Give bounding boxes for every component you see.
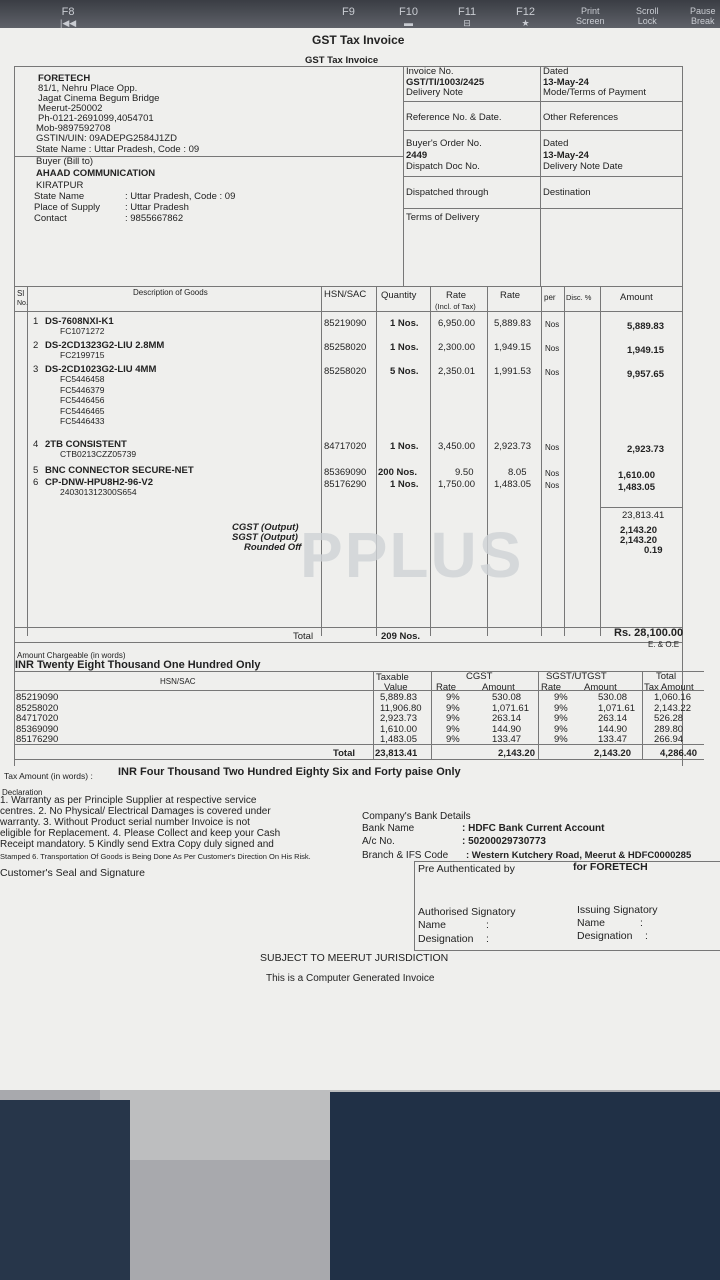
account-no-label: A/c No. [362, 836, 395, 847]
item-rate-incl: 2,300.00 [438, 342, 475, 353]
summary-sgst-label: SGST/UTGST [546, 671, 607, 682]
summary-cgst-rate: 9% [446, 713, 460, 724]
amount-in-words: INR Twenty Eight Thousand One Hundred Only [15, 659, 261, 671]
item-amount: 1,949.15 [627, 345, 664, 356]
item-serial: FC2199715 [60, 350, 105, 360]
item-hsn: 85369090 [324, 467, 367, 478]
terms-of-delivery: Terms of Delivery [406, 212, 480, 223]
computer-generated-note: This is a Computer Generated Invoice [266, 973, 435, 984]
branch-ifsc: : Western Kutchery Road, Meerut & HDFC0000285 [466, 850, 692, 861]
buyer-contact-label: Contact [34, 213, 67, 224]
summary-tax-total: 526.28 [654, 713, 684, 724]
auth-designation-colon: : [486, 933, 489, 945]
item-rate: 5,889.83 [494, 318, 531, 329]
col-hsn: HSN/SAC [324, 289, 367, 300]
summary-tax-total: 2,143.22 [654, 702, 691, 714]
item-rate-incl: 1,750.00 [438, 479, 475, 490]
item-hsn: 85258020 [324, 342, 367, 353]
summary-cgst-label: CGST [466, 671, 493, 682]
summary-tax-total: 266.94 [654, 734, 684, 745]
item-quantity: 1 Nos. [390, 479, 419, 490]
summary-totals-label: Total [333, 748, 355, 759]
col-disc: Disc. % [566, 293, 592, 302]
key-print-screen: Print Screen [576, 6, 605, 26]
key-f12: F12 ★ [516, 6, 535, 28]
buyer-city: KIRATPUR [36, 180, 84, 191]
declaration-line: eligible for Replacement. 4. Please Collect and keep your Cash [0, 828, 281, 839]
summary-total-sgst: 2,143.20 [594, 748, 631, 759]
summary-sgst-amount: 263.14 [598, 713, 628, 724]
issuing-designation-label: Designation [577, 930, 633, 942]
summary-tax-total: 1,060.16 [654, 692, 691, 703]
summary-cgst-amount-label: Amount [482, 682, 515, 693]
summary-value-label: Value [384, 682, 408, 693]
delivery-note-date: Delivery Note Date [543, 161, 623, 172]
declaration-line: 1. Warranty as per Principle Supplier at respective service [0, 795, 257, 806]
summary-sgst-amount: 133.47 [598, 734, 628, 745]
summary-sgst-rate: 9% [554, 702, 568, 714]
seller-phone: Ph-0121-2691099,4054701 [38, 113, 154, 124]
col-per: per [544, 293, 556, 302]
item-rate-incl: 9.50 [455, 467, 474, 478]
key-pause-break: Pause Break [690, 6, 716, 26]
invoice-no: GST/TI/1003/2425 [406, 77, 485, 88]
auth-designation-label: Designation [418, 933, 474, 945]
eoe-label: E. & O.E [648, 640, 680, 649]
destination: Destination [543, 187, 591, 198]
item-rate: 8.05 [508, 467, 527, 478]
buyer-state-label: State Name [34, 191, 85, 202]
buyer-state-value: : Uttar Pradesh, Code : 09 [125, 191, 236, 202]
invoice-title: GST Tax Invoice [312, 33, 405, 47]
item-rate: 1,991.53 [494, 366, 531, 377]
sgst-label: SGST (Output) [232, 532, 298, 543]
watermark: PPLUS [300, 519, 524, 591]
summary-cgst-rate-label: Rate [436, 682, 457, 693]
col-rate-incl: Rate [446, 290, 467, 301]
item-per: Nos [545, 469, 560, 478]
item-sl: 1 [33, 316, 39, 327]
summary-total-cgst: 2,143.20 [498, 748, 535, 759]
item-rate-incl: 2,350.01 [438, 366, 475, 377]
item-rate: 1,483.05 [494, 479, 531, 490]
dated-label: Dated [543, 66, 569, 77]
mode-terms: Mode/Terms of Payment [543, 87, 646, 98]
buyer-name: AHAAD COMMUNICATION [36, 168, 156, 179]
item-serial: FC5446379 [60, 384, 105, 395]
item-per: Nos [545, 481, 560, 490]
item-rate: 2,923.73 [494, 441, 531, 452]
background-knee-right [330, 1092, 720, 1280]
seller-address-2: Jagat Cinema Begum Bridge [38, 93, 160, 104]
branch-label: Branch & IFS Code [362, 850, 449, 861]
item-sl: 3 [33, 364, 39, 375]
buyer-pos-label: Place of Supply [34, 202, 101, 213]
summary-taxable: 1,610.00 [380, 723, 417, 735]
amount-words-label: Amount Chargeable (in words) [17, 651, 126, 660]
background-knee-left [0, 1100, 130, 1280]
item-amount: 2,923.73 [627, 444, 664, 455]
item-per: Nos [545, 320, 560, 329]
item-serial: FC5446433 [60, 416, 105, 426]
summary-tax-amount-label: Tax Amount [644, 682, 694, 693]
key-f9: F9 [342, 6, 355, 18]
total-amount: Rs. 28,100.00 [614, 627, 684, 639]
invoice-paper [0, 28, 720, 1093]
bank-name-label: Bank Name [362, 823, 415, 834]
seller-mobile: Mob-9897592708 [36, 123, 111, 134]
summary-taxable: 5,889.83 [380, 692, 417, 703]
invoice-date: 13-May-24 [543, 77, 589, 88]
total-label: Total [293, 631, 314, 642]
item-quantity: 1 Nos. [390, 318, 419, 329]
key-f11: F11 ⊟ [458, 6, 477, 28]
auth-name-label: Name [418, 919, 447, 931]
col-rate: Rate [500, 290, 521, 301]
summary-sgst-amount: 530.08 [598, 692, 628, 703]
summary-taxable: 2,923.73 [380, 713, 417, 724]
item-quantity: 5 Nos. [390, 366, 419, 377]
item-quantity: 1 Nos. [390, 441, 419, 452]
summary-cgst-amount: 1,071.61 [492, 702, 529, 714]
summary-hsn: 85369090 [16, 723, 59, 735]
summary-hsn-label: HSN/SAC [160, 677, 196, 686]
summary-sgst-rate: 9% [554, 734, 568, 745]
summary-sgst-rate: 9% [554, 713, 568, 724]
declaration-line: Receipt mandatory. 5 Kindly send Extra Copy duly signed and [0, 839, 274, 850]
declaration-line: Stamped 6. Transportation Of Goods is Being Done As Per Customer's Direction On His Risk. [0, 852, 311, 861]
declaration-line: centres. 2. No Physical/ Electrical Damages is covered under [0, 806, 271, 817]
col-description: Description of Goods [133, 288, 208, 297]
declaration-label: Declaration [2, 788, 43, 797]
summary-total-taxable: 23,813.41 [375, 748, 418, 759]
bank-heading: Company's Bank Details [362, 811, 471, 822]
item-serial: FC1071272 [60, 326, 105, 336]
buyer-label: Buyer (Bill to) [36, 156, 94, 167]
col-sl: Sl [17, 289, 25, 298]
delivery-note: Delivery Note [406, 87, 464, 98]
item-per: Nos [545, 443, 560, 452]
item-sl: 5 [33, 465, 39, 476]
sgst-amount: 2,143.20 [620, 535, 657, 546]
item-hsn: 84717020 [324, 441, 367, 452]
summary-hsn: 84717020 [16, 713, 59, 724]
other-references: Other References [543, 112, 618, 123]
account-no: : 50200029730773 [462, 836, 546, 847]
key-f8: F8 |◀◀ [60, 6, 77, 28]
buyer-order-no: 2449 [406, 150, 428, 161]
cgst-amount: 2,143.20 [620, 525, 657, 536]
issuing-designation-colon: : [645, 930, 648, 942]
summary-sgst-amount: 144.90 [598, 723, 628, 735]
seller-gstin: GSTIN/UIN: 09ADEPG2584J1ZD [36, 133, 177, 144]
item-serial: FC5446456 [60, 395, 105, 405]
item-per: Nos [545, 344, 560, 353]
customer-seal-label: Customer's Seal and Signature [0, 867, 146, 879]
col-no: No. [17, 300, 28, 307]
summary-sgst-amount-label: Amount [584, 682, 617, 693]
bank-name: : HDFC Bank Current Account [462, 823, 605, 834]
tax-in-words: INR Four Thousand Two Hundred Eighty Six and Forty paise Only [118, 766, 461, 778]
item-amount: 9,957.65 [627, 369, 664, 380]
invoice-subtitle: GST Tax Invoice [305, 55, 379, 66]
summary-taxable: 11,906.80 [380, 702, 422, 714]
item-serial: FC5446458 [60, 374, 105, 384]
summary-cgst-amount: 133.47 [492, 734, 522, 745]
summary-cgst-amount: 530.08 [492, 692, 522, 703]
summary-sgst-rate: 9% [554, 723, 568, 735]
subtotal: 23,813.41 [622, 510, 665, 521]
summary-sgst-rate-label: Rate [541, 682, 562, 693]
rounded-off-label: Rounded Off [244, 542, 302, 553]
item-quantity: 1 Nos. [390, 342, 419, 353]
summary-hsn: 85176290 [16, 734, 59, 745]
item-sl: 4 [33, 439, 39, 450]
invoice-no-label: Invoice No. [406, 66, 454, 77]
for-company-label: for FORETECH [573, 861, 648, 873]
item-hsn: 85176290 [324, 479, 367, 490]
dispatch-doc: Dispatch Doc No. [406, 161, 480, 172]
seller-address-3: Meerut-250002 [38, 103, 103, 114]
buyer-contact-value: : 9855667862 [125, 213, 184, 224]
summary-total-tax: 4,286.40 [660, 748, 697, 759]
item-description: 2TB CONSISTENT [45, 439, 127, 450]
order-dated-label: Dated [543, 138, 569, 149]
summary-hsn: 85258020 [16, 702, 59, 714]
item-serial: CTB0213CZZ05739 [60, 449, 137, 459]
auth-name-colon: : [486, 919, 489, 931]
item-description: DS-7608NXI-K1 [45, 316, 114, 327]
item-rate-incl: 6,950.00 [438, 318, 475, 329]
col-amount: Amount [620, 292, 653, 303]
summary-cgst-rate: 9% [446, 723, 460, 735]
reference-no: Reference No. & Date. [406, 112, 502, 123]
order-date: 13-May-24 [543, 150, 589, 161]
summary-total-label: Total [656, 671, 677, 682]
summary-sgst-rate: 9% [554, 692, 568, 703]
rounded-off-amount: 0.19 [644, 545, 663, 556]
summary-cgst-amount: 144.90 [492, 723, 522, 735]
item-amount: 1,610.00 [618, 470, 655, 481]
item-hsn: 85219090 [324, 318, 367, 329]
buyer-pos-value: : Uttar Pradesh [125, 202, 189, 213]
col-quantity: Quantity [381, 290, 417, 301]
seller-name: FORETECH [38, 73, 91, 84]
seller-address-1: 81/1, Nehru Place Opp. [38, 83, 138, 94]
item-rate: 1,949.15 [494, 342, 531, 353]
item-description: CP-DNW-HPU8H2-96-V2 [45, 477, 154, 488]
summary-cgst-rate: 9% [446, 702, 460, 714]
item-sl: 2 [33, 340, 39, 351]
summary-cgst-rate: 9% [446, 734, 460, 745]
item-amount: 5,889.83 [627, 321, 664, 332]
item-sl: 6 [33, 477, 39, 488]
col-rate-incl-note: (Incl. of Tax) [435, 302, 476, 311]
key-scroll-lock: Scroll Lock [636, 6, 659, 26]
authorised-signatory: Authorised Signatory [418, 906, 516, 918]
item-serial: FC5446465 [60, 405, 105, 416]
buyer-order-label: Buyer's Order No. [406, 138, 482, 149]
summary-cgst-rate: 9% [446, 692, 460, 703]
issuing-signatory: Issuing Signatory [577, 904, 658, 916]
summary-taxable-label: Taxable [376, 672, 409, 683]
item-hsn: 85258020 [324, 366, 367, 377]
item-description: BNC CONNECTOR SECURE-NET [45, 465, 194, 476]
jurisdiction-note: SUBJECT TO MEERUT JURISDICTION [260, 952, 449, 964]
summary-tax-total: 289.80 [654, 723, 684, 735]
summary-taxable: 1,483.05 [380, 734, 417, 745]
declaration-line: warranty. 3. Without Product serial number Invoice is not [0, 817, 250, 828]
pre-authenticated-label: Pre Authenticated by [418, 863, 515, 875]
issuing-name-colon: : [640, 917, 643, 929]
issuing-name-label: Name [577, 917, 606, 929]
item-rate-incl: 3,450.00 [438, 441, 475, 452]
seller-state: State Name : Uttar Pradesh, Code : 09 [36, 144, 200, 155]
item-description: DS-2CD1023G2-LIU 4MM [45, 364, 157, 375]
summary-cgst-amount: 263.14 [492, 713, 522, 724]
summary-hsn: 85219090 [16, 692, 59, 703]
item-quantity: 200 Nos. [378, 467, 418, 478]
tax-words-label: Tax Amount (in words) : [4, 771, 93, 781]
item-amount: 1,483.05 [618, 482, 655, 493]
summary-sgst-amount: 1,071.61 [598, 702, 635, 714]
dispatched-through: Dispatched through [406, 187, 489, 198]
key-f10: F10 ▬ [399, 6, 418, 28]
total-quantity: 209 Nos. [381, 631, 421, 642]
cgst-label: CGST (Output) [232, 522, 299, 533]
item-serial: 240301312300S654 [60, 487, 137, 497]
item-description: DS-2CD1323G2-LIU 2.8MM [45, 340, 165, 351]
item-per: Nos [545, 368, 560, 377]
